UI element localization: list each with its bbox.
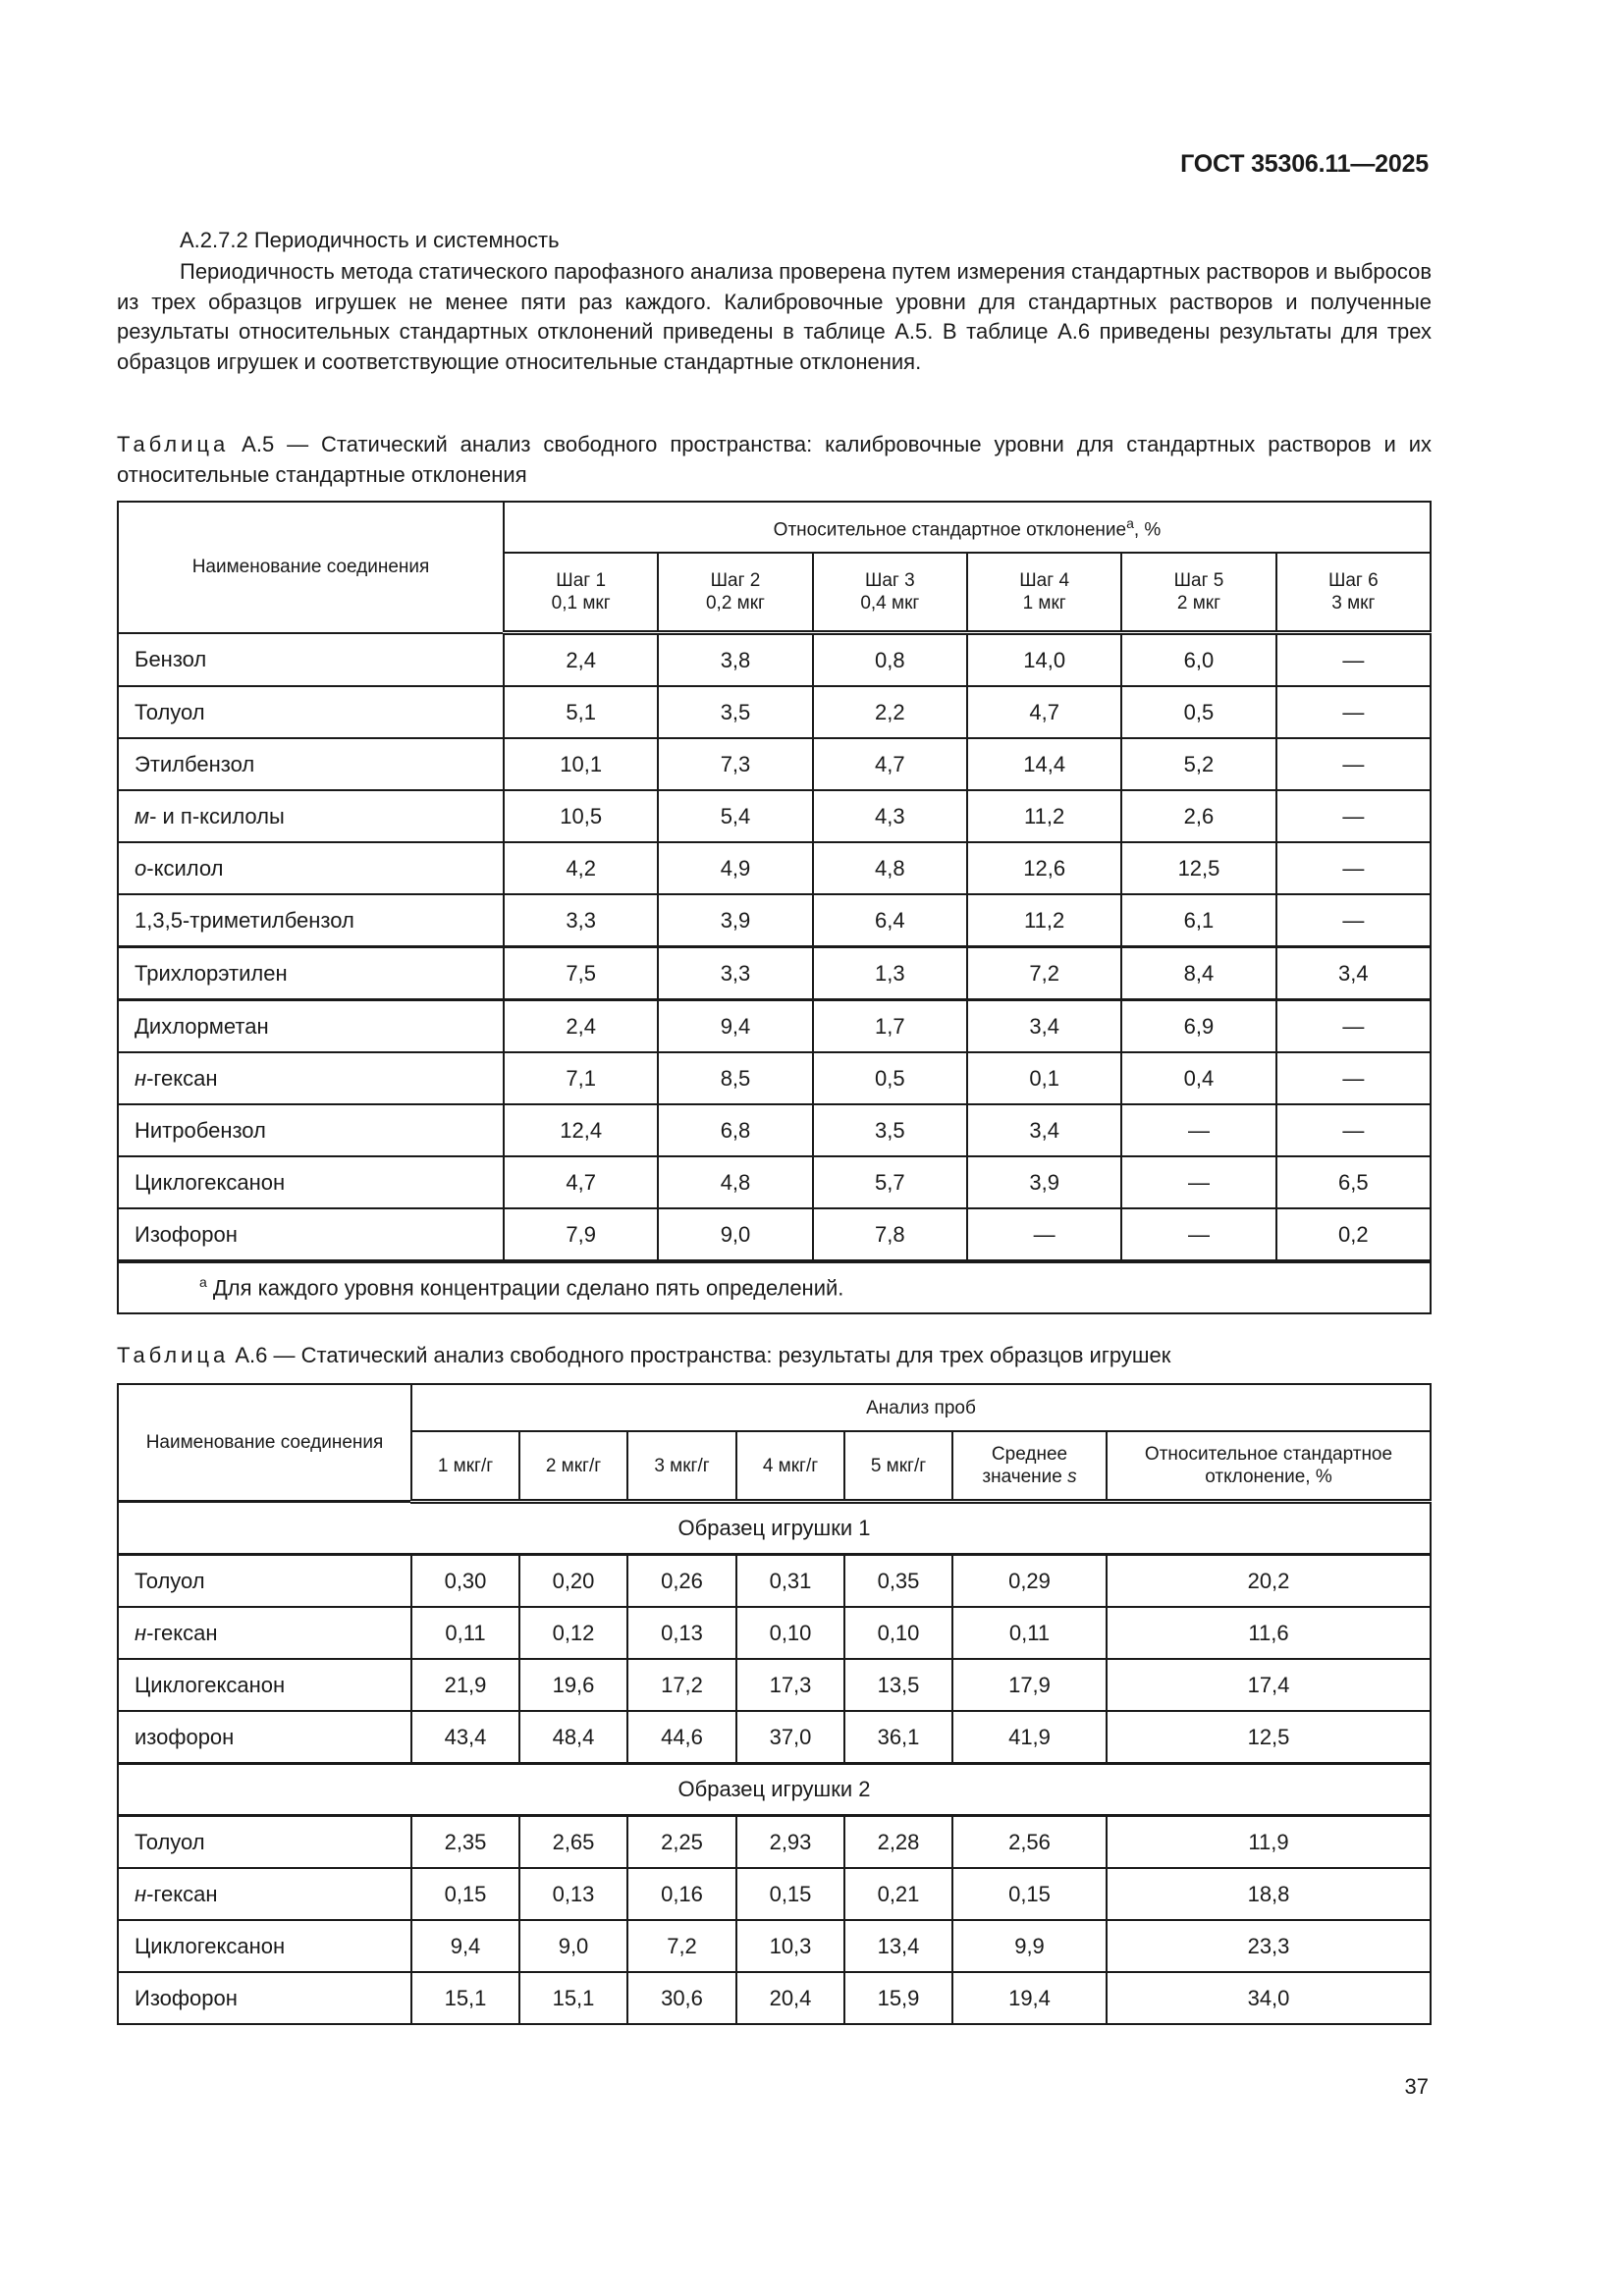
table-row [118, 790, 1431, 842]
table-row [118, 738, 1431, 790]
value-cell: 12,5 [1121, 842, 1275, 894]
value-cell: 9,9 [952, 1920, 1107, 1972]
value-cell: — [1276, 790, 1431, 842]
value-cell: 11,9 [1107, 1816, 1431, 1869]
compound-name: о-ксилол [118, 842, 504, 894]
value-cell: 12,6 [967, 842, 1121, 894]
value-cell: 8,4 [1121, 947, 1275, 1000]
value-cell: 0,30 [411, 1555, 519, 1608]
value-cell: 13,4 [844, 1920, 952, 1972]
value-cell: 14,4 [967, 738, 1121, 790]
table-row [118, 947, 1431, 1000]
value-cell: 0,5 [813, 1052, 967, 1104]
value-cell: 19,4 [952, 1972, 1107, 2024]
value-cell: 36,1 [844, 1711, 952, 1764]
value-cell: 0,12 [519, 1607, 627, 1659]
value-cell: 15,1 [519, 1972, 627, 2024]
value-cell: 0,31 [736, 1555, 844, 1608]
value-cell: 0,10 [736, 1607, 844, 1659]
value-cell: 9,0 [658, 1208, 812, 1261]
group-title: Образец игрушки 1 [118, 1502, 1431, 1555]
value-cell: 7,8 [813, 1208, 967, 1261]
value-cell: 0,13 [519, 1868, 627, 1920]
column-header-conc-2: 2 мкг/г [519, 1431, 627, 1502]
value-cell: 7,5 [504, 947, 658, 1000]
value-cell: 6,8 [658, 1104, 812, 1156]
value-cell: — [1276, 894, 1431, 947]
table-row [118, 1104, 1431, 1156]
column-header-step-5: Шаг 5 2 мкг [1121, 553, 1275, 633]
value-cell: 20,2 [1107, 1555, 1431, 1608]
value-cell: 8,5 [658, 1052, 812, 1104]
document-code: ГОСТ 35306.11—2025 [1180, 150, 1429, 178]
value-cell: 30,6 [627, 1972, 736, 2024]
table-row [118, 1208, 1431, 1261]
value-cell: 15,1 [411, 1972, 519, 2024]
compound-name: н-гексан [118, 1607, 411, 1659]
value-cell: 2,65 [519, 1816, 627, 1869]
value-cell: 34,0 [1107, 1972, 1431, 2024]
value-cell: 17,3 [736, 1659, 844, 1711]
value-cell: 3,3 [504, 894, 658, 947]
value-cell: — [1276, 633, 1431, 687]
compound-name: н-гексан [118, 1052, 504, 1104]
compound-name: Циклогексанон [118, 1659, 411, 1711]
value-cell: 0,13 [627, 1607, 736, 1659]
compound-name: Толуол [118, 686, 504, 738]
table-a6 [117, 1383, 1432, 2025]
column-header-conc-4: 4 мкг/г [736, 1431, 844, 1502]
compound-name: Этилбензол [118, 738, 504, 790]
table-row [118, 1659, 1431, 1711]
column-header-rsd: Относительное стандартное отклонение, % [1107, 1431, 1431, 1502]
value-cell: 3,9 [658, 894, 812, 947]
table-row [118, 1000, 1431, 1053]
value-cell: 0,26 [627, 1555, 736, 1608]
column-header-name: Наименование соединения [118, 1384, 411, 1502]
table-footnote: $^a$ Для каждого уровня концентрации сделано пять определений. [118, 1261, 1431, 1313]
value-cell: 10,5 [504, 790, 658, 842]
value-cell: 2,93 [736, 1816, 844, 1869]
value-cell: — [1276, 738, 1431, 790]
value-cell: — [1276, 842, 1431, 894]
compound-name: Трихлорэтилен [118, 947, 504, 1000]
value-cell: 3,4 [967, 1104, 1121, 1156]
value-cell: 7,1 [504, 1052, 658, 1104]
value-cell: 15,9 [844, 1972, 952, 2024]
caption-label: Таблица [117, 1343, 230, 1367]
column-header-conc-3: 3 мкг/г [627, 1431, 736, 1502]
value-cell: — [967, 1208, 1121, 1261]
value-cell: 11,2 [967, 790, 1121, 842]
value-cell: 43,4 [411, 1711, 519, 1764]
value-cell: 0,8 [813, 633, 967, 687]
value-cell: 0,11 [411, 1607, 519, 1659]
value-cell: 9,0 [519, 1920, 627, 1972]
value-cell: 0,2 [1276, 1208, 1431, 1261]
column-header-step-4: Шаг 4 1 мкг [967, 553, 1121, 633]
value-cell: — [1121, 1156, 1275, 1208]
compound-name: Изофорон [118, 1972, 411, 2024]
value-cell: 2,4 [504, 1000, 658, 1053]
value-cell: 4,3 [813, 790, 967, 842]
table-row [118, 1816, 1431, 1869]
value-cell: 5,2 [1121, 738, 1275, 790]
value-cell: — [1276, 1104, 1431, 1156]
value-cell: 7,2 [967, 947, 1121, 1000]
table-row [118, 1972, 1431, 2024]
table-row [118, 894, 1431, 947]
table-row [118, 1156, 1431, 1208]
column-header-step-2: Шаг 2 0,2 мкг [658, 553, 812, 633]
compound-name: изофорон [118, 1711, 411, 1764]
compound-name: м- и п-ксилолы [118, 790, 504, 842]
value-cell: 41,9 [952, 1711, 1107, 1764]
compound-name: Толуол [118, 1816, 411, 1869]
compound-name: Толуол [118, 1555, 411, 1608]
value-cell: 19,6 [519, 1659, 627, 1711]
value-cell: 0,10 [844, 1607, 952, 1659]
value-cell: 0,16 [627, 1868, 736, 1920]
value-cell: 9,4 [658, 1000, 812, 1053]
compound-name: н-гексан [118, 1868, 411, 1920]
value-cell: 4,8 [813, 842, 967, 894]
value-cell: 3,4 [967, 1000, 1121, 1053]
compound-name: Дихлорметан [118, 1000, 504, 1053]
value-cell: — [1121, 1208, 1275, 1261]
table-row [118, 686, 1431, 738]
column-header-mean: Среднее значение s [952, 1431, 1107, 1502]
value-cell: 6,0 [1121, 633, 1275, 687]
column-group-header: Относительное стандартное отклонение$^a$, % [504, 502, 1431, 553]
value-cell: 7,2 [627, 1920, 736, 1972]
value-cell: 0,5 [1121, 686, 1275, 738]
value-cell: 3,4 [1276, 947, 1431, 1000]
value-cell: 11,6 [1107, 1607, 1431, 1659]
value-cell: 4,9 [658, 842, 812, 894]
column-header-conc-5: 5 мкг/г [844, 1431, 952, 1502]
value-cell: 12,4 [504, 1104, 658, 1156]
value-cell: 0,35 [844, 1555, 952, 1608]
value-cell: 5,4 [658, 790, 812, 842]
caption-text: А.5 — Статический анализ свободного пространства: калибровочные уровни для стандартных растворов и их относительные стандартные отклонения [117, 432, 1432, 487]
value-cell: 0,15 [736, 1868, 844, 1920]
value-cell: — [1121, 1104, 1275, 1156]
value-cell: 10,3 [736, 1920, 844, 1972]
value-cell: 13,5 [844, 1659, 952, 1711]
value-cell: 3,3 [658, 947, 812, 1000]
compound-name: 1,3,5-триметилбензол [118, 894, 504, 947]
table-row [118, 1868, 1431, 1920]
value-cell: 3,5 [658, 686, 812, 738]
value-cell: 3,8 [658, 633, 812, 687]
value-cell: 18,8 [1107, 1868, 1431, 1920]
value-cell: 17,2 [627, 1659, 736, 1711]
compound-name: Изофорон [118, 1208, 504, 1261]
value-cell: 4,8 [658, 1156, 812, 1208]
page-number: 37 [1404, 2074, 1429, 2099]
value-cell: 4,7 [813, 738, 967, 790]
value-cell: 0,29 [952, 1555, 1107, 1608]
table-row [118, 633, 1431, 687]
value-cell: 6,9 [1121, 1000, 1275, 1053]
value-cell: 0,20 [519, 1555, 627, 1608]
section-heading: А.2.7.2 Периодичность и системность [180, 228, 560, 252]
value-cell: 1,3 [813, 947, 967, 1000]
value-cell: 0,21 [844, 1868, 952, 1920]
value-cell: 4,2 [504, 842, 658, 894]
column-header-step-1: Шаг 1 0,1 мкг [504, 553, 658, 633]
value-cell: — [1276, 1052, 1431, 1104]
value-cell: 0,11 [952, 1607, 1107, 1659]
column-header-step-3: Шаг 3 0,4 мкг [813, 553, 967, 633]
value-cell: 0,15 [952, 1868, 1107, 1920]
value-cell: 48,4 [519, 1711, 627, 1764]
group-title: Образец игрушки 2 [118, 1764, 1431, 1816]
column-group-header: Анализ проб [411, 1384, 1431, 1431]
value-cell: 3,9 [967, 1156, 1121, 1208]
value-cell: 10,1 [504, 738, 658, 790]
value-cell: 3,5 [813, 1104, 967, 1156]
table-a6-caption [117, 1343, 1170, 1368]
value-cell: 6,4 [813, 894, 967, 947]
table-row [118, 1607, 1431, 1659]
table-row [118, 842, 1431, 894]
value-cell: 2,28 [844, 1816, 952, 1869]
compound-name: Циклогексанон [118, 1920, 411, 1972]
compound-name: Нитробензол [118, 1104, 504, 1156]
value-cell: 21,9 [411, 1659, 519, 1711]
value-cell: 1,7 [813, 1000, 967, 1053]
value-cell: 0,15 [411, 1868, 519, 1920]
group-row [118, 1502, 1431, 1555]
value-cell: 23,3 [1107, 1920, 1431, 1972]
value-cell: 44,6 [627, 1711, 736, 1764]
table-row [118, 1052, 1431, 1104]
value-cell: 7,3 [658, 738, 812, 790]
table-a5-caption [117, 430, 1432, 490]
value-cell: — [1276, 1000, 1431, 1053]
value-cell: 5,7 [813, 1156, 967, 1208]
value-cell: 5,1 [504, 686, 658, 738]
value-cell: 12,5 [1107, 1711, 1431, 1764]
column-header-step-6: Шаг 6 3 мкг [1276, 553, 1431, 633]
value-cell: 2,6 [1121, 790, 1275, 842]
table-row [118, 1711, 1431, 1764]
value-cell: 2,56 [952, 1816, 1107, 1869]
value-cell: 4,7 [504, 1156, 658, 1208]
value-cell: 4,7 [967, 686, 1121, 738]
value-cell: 0,1 [967, 1052, 1121, 1104]
value-cell: 9,4 [411, 1920, 519, 1972]
table-row [118, 1920, 1431, 1972]
caption-label: Таблица [117, 432, 230, 456]
value-cell: 2,25 [627, 1816, 736, 1869]
value-cell: 37,0 [736, 1711, 844, 1764]
value-cell: 14,0 [967, 633, 1121, 687]
group-row [118, 1764, 1431, 1816]
value-cell: 2,2 [813, 686, 967, 738]
value-cell: 2,4 [504, 633, 658, 687]
value-cell: 6,5 [1276, 1156, 1431, 1208]
value-cell: 17,9 [952, 1659, 1107, 1711]
section-paragraph: Периодичность метода статического парофазного анализа проверена путем измерения стандартных растворов и выбросов из трех образцов игрушек не менее пяти раз каждого. Калибровочные уровни для стандартных растворов и полученные результаты относительных стандартных отклонений приведены в таблице А.5. В таблице А.6 приведены результаты для трех образцов игрушек и соответствующие относительные стандартные отклонения. [117, 259, 1432, 374]
compound-name: Бензол [118, 633, 504, 687]
value-cell: 20,4 [736, 1972, 844, 2024]
column-header-name: Наименование соединения [118, 502, 504, 633]
table-row [118, 1555, 1431, 1608]
value-cell: 6,1 [1121, 894, 1275, 947]
compound-name: Циклогексанон [118, 1156, 504, 1208]
value-cell: 17,4 [1107, 1659, 1431, 1711]
value-cell: — [1276, 686, 1431, 738]
value-cell: 0,4 [1121, 1052, 1275, 1104]
column-header-conc-1: 1 мкг/г [411, 1431, 519, 1502]
table-a5 [117, 501, 1432, 1314]
caption-text: А.6 — Статический анализ свободного пространства: результаты для трех образцов игрушек [229, 1343, 1171, 1367]
value-cell: 7,9 [504, 1208, 658, 1261]
value-cell: 11,2 [967, 894, 1121, 947]
value-cell: 2,35 [411, 1816, 519, 1869]
